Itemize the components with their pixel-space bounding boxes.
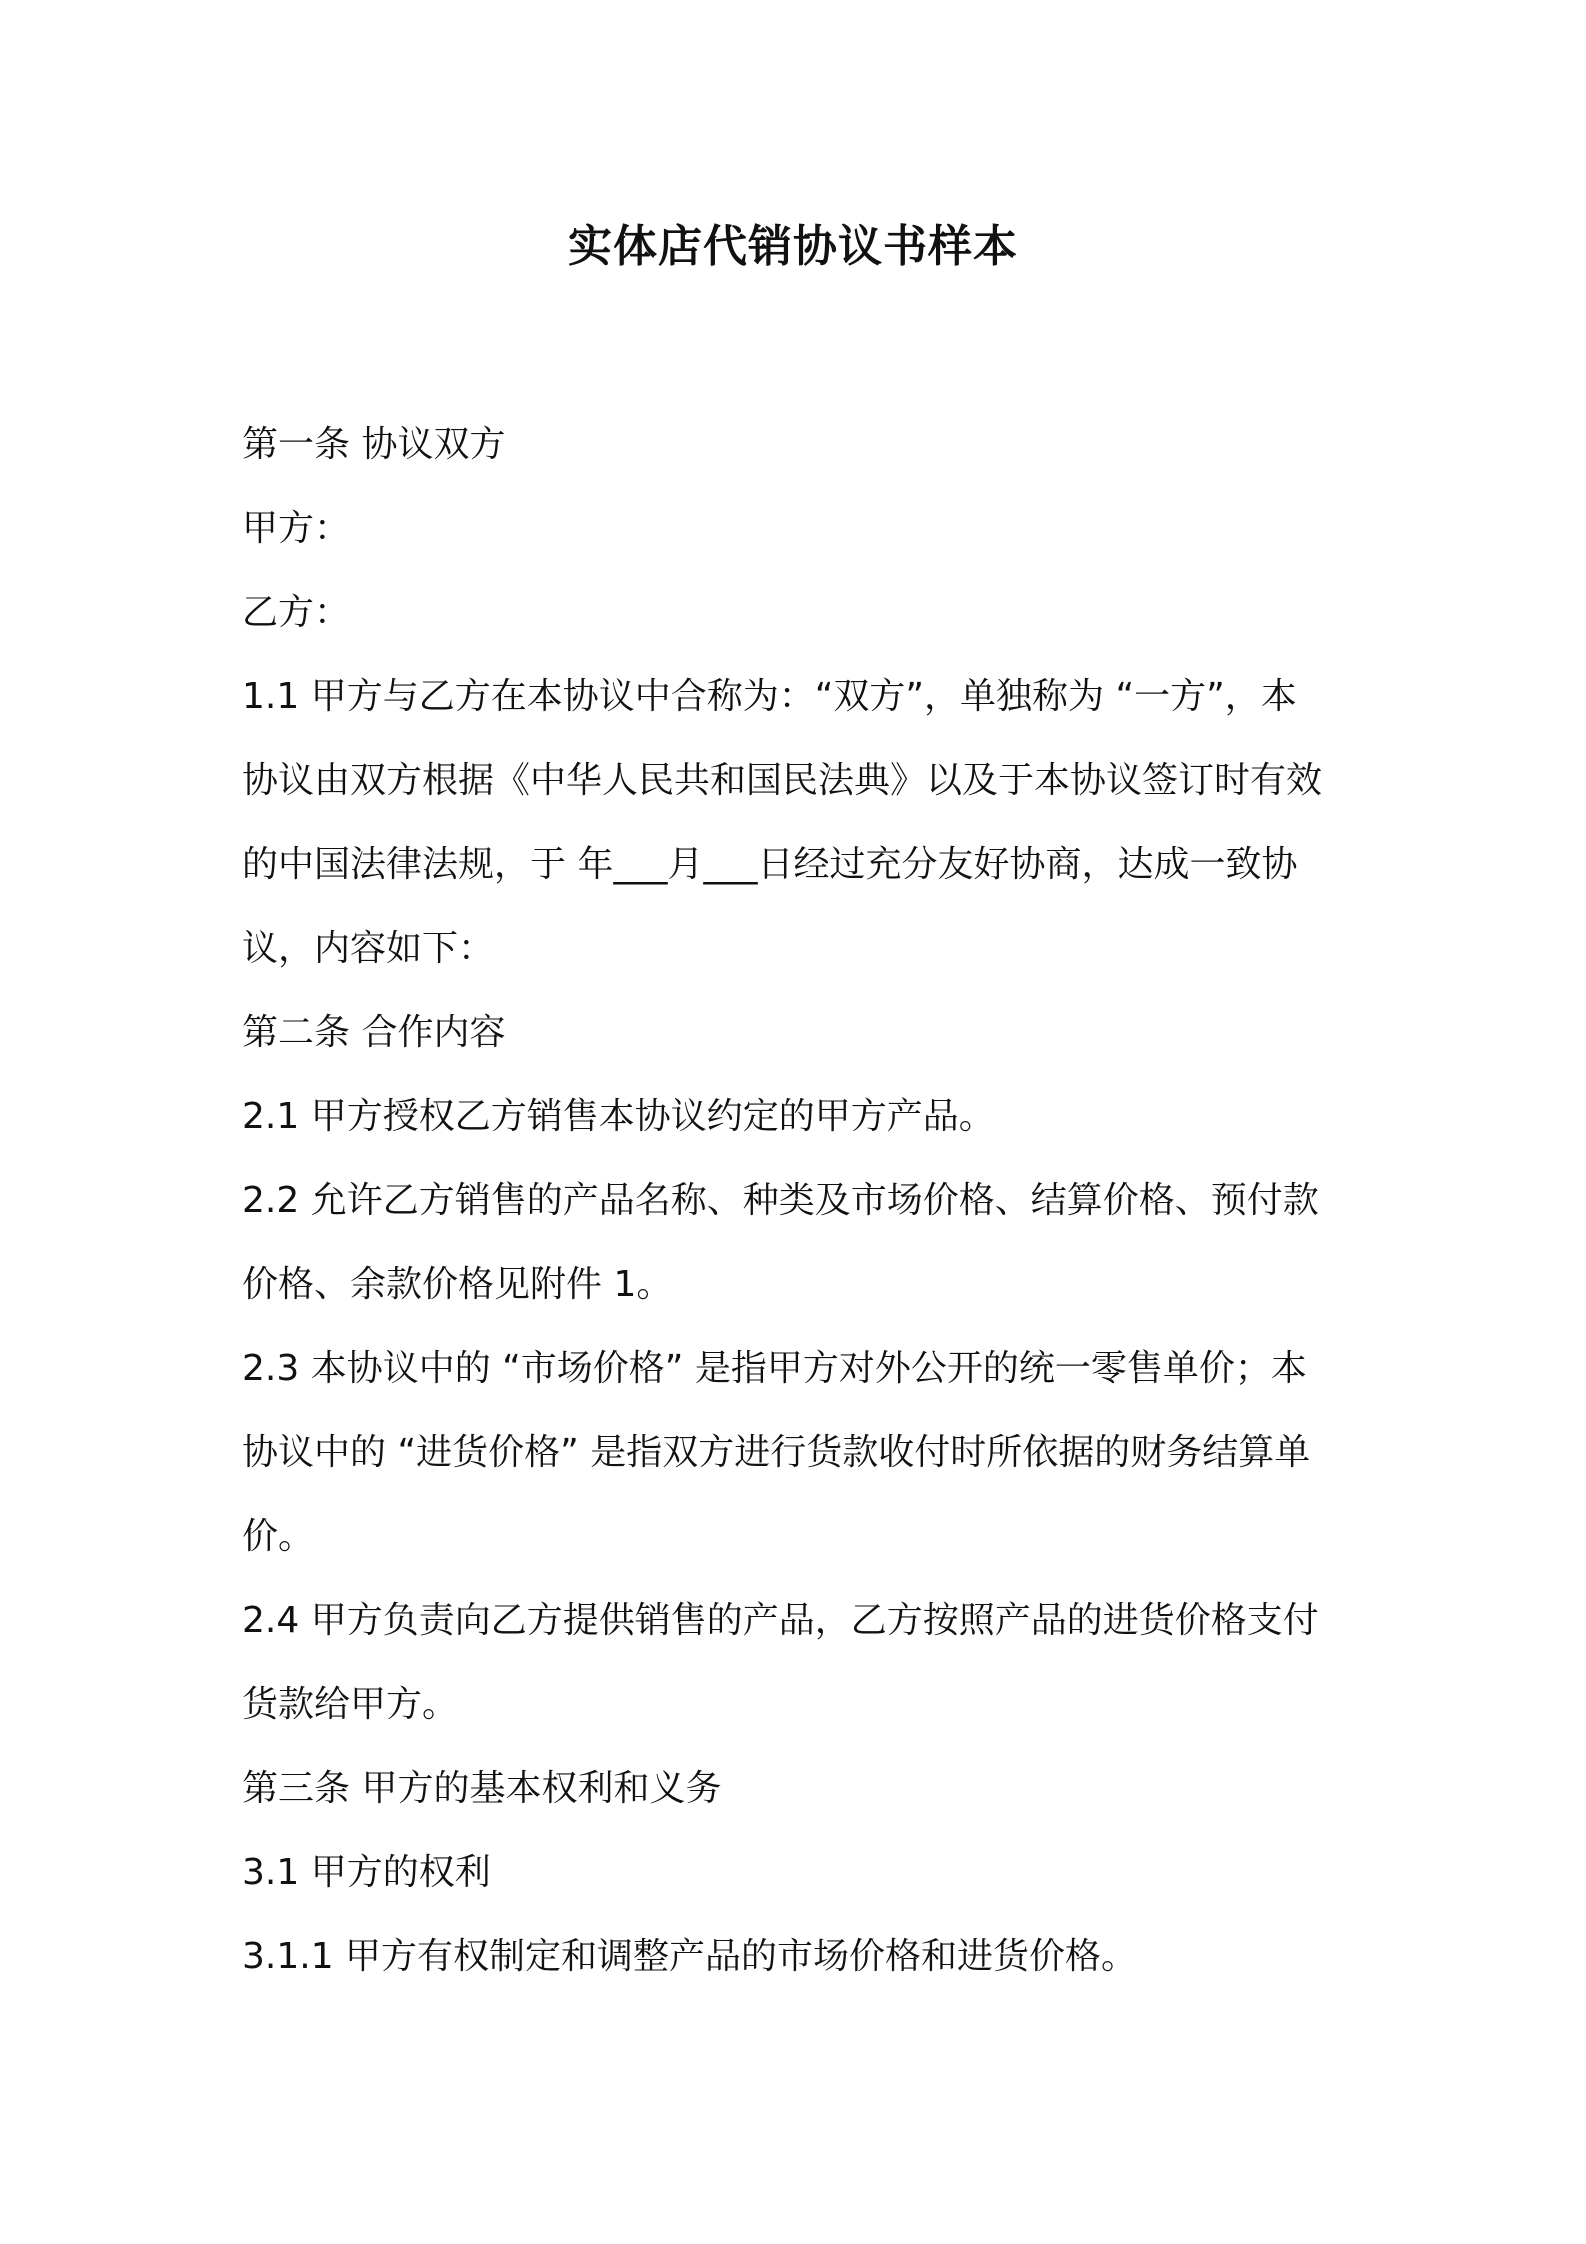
text-line: 第三条 甲方的基本权利和义务: [242, 1768, 722, 1809]
text-line: 2.3 本协议中的 “市场价格” 是指甲方对外公开的统一零售单价；本: [242, 1348, 1307, 1389]
text-line: 第二条 合作内容: [242, 1012, 506, 1053]
text-line: 协议中的 “进货价格” 是指双方进行货款收付时所依据的财务结算单: [242, 1432, 1311, 1473]
text-line: 2.2 允许乙方销售的产品名称、种类及市场价格、结算价格、预付款: [242, 1180, 1319, 1221]
text-line: 1.1 甲方与乙方在本协议中合称为：“双方”，单独称为 “一方”，本: [242, 676, 1297, 717]
text-line: 2.1 甲方授权乙方销售本协议约定的甲方产品。: [242, 1096, 995, 1137]
text-line: 3.1 甲方的权利: [242, 1852, 491, 1893]
text-line: 议，内容如下：: [242, 928, 495, 969]
text-line: 价格、余款价格见附件 1。: [242, 1264, 673, 1305]
text-line: 2.4 甲方负责向乙方提供销售的产品，乙方按照产品的进货价格支付: [242, 1600, 1319, 1641]
text-line: 货款给甲方。: [242, 1684, 459, 1725]
document-body: [242, 403, 1352, 1999]
text-line: 乙方：: [242, 592, 351, 633]
text-line: 的中国法律法规，于 年___月___日经过充分友好协商，达成一致协: [242, 844, 1298, 885]
text-line: 价。: [242, 1516, 315, 1557]
text-line: 3.1.1 甲方有权制定和调整产品的市场价格和进货价格。: [242, 1936, 1138, 1977]
text-line: 第一条 协议双方: [242, 424, 506, 465]
document-title: 实体店代销协议书样本: [568, 221, 1018, 272]
text-line: 协议由双方根据《中华人民共和国民法典》以及于本协议签订时有效: [242, 760, 1323, 801]
text-line: 甲方：: [242, 508, 351, 549]
